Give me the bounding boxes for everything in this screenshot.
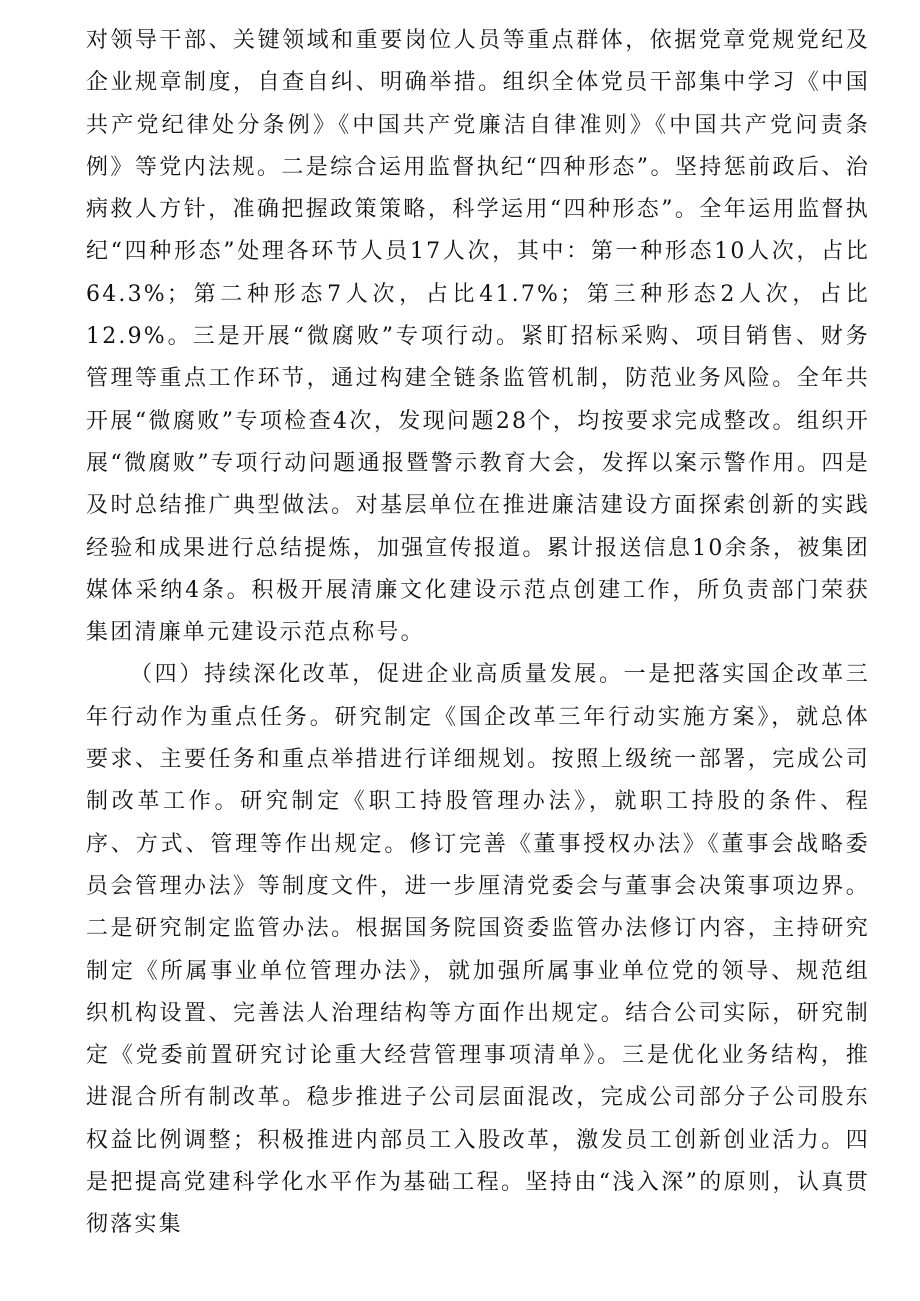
document-page xyxy=(86,20,870,1247)
body-paragraph: 对领导干部、关键领域和重要岗位人员等重点群体，依据党章党规党纪及企业规章制度，自查自纠、明确举措。组织全体党员干部集中学习《中国共产党纪律处分条例》《中国共产党廉洁自律准则》《中国共产党问责条例》等党内法规。二是综合运用监督执纪“四种形态”。坚持惩前政后、治病救人方针，准确把握政策策略，科学运用“四种形态”。全年运用监督执纪“四种形态”处理各环节人员17人次，其中：第一种形态10人次，占比64.3%；第二种形态7人次，占比41.7%；第三种形态2人次，占比12.9%。三是开展“微腐败”专项行动。紧盯招标采购、项目销售、财务管理等重点工作环节，通过构建全链条监管机制，防范业务风险。全年共开展“微腐败”专项检查4次，发现问题28个，均按要求完成整改。组织开展“微腐败”专项行动问题通报暨警示教育大会，发挥以案示警作用。四是及时总结推广典型做法。对基层单位在推进廉洁建设方面探索创新的实践经验和成果进行总结提炼，加强宣传报道。累计报送信息10余条，被集团媒体采纳4条。积极开展清廉文化建设示范点创建工作，所负责部门荣获集团清廉单元建设示范点称号。 xyxy=(86,28,870,646)
section-four-paragraph: （四）持续深化改革，促进企业高质量发展。一是把落实国企改革三年行动作为重点任务。研究制定《国企改革三年行动实施方案》，就总体要求、主要任务和重点举措进行详细规划。按照上级统一部署，完成公司制改革工作。研究制定《职工持股管理办法》，就职工持股的条件、程序、方式、管理等作出规定。修订完善《董事授权办法》《董事会战略委员会管理办法》等制度文件，进一步厘清党委会与董事会决策事项边界。二是研究制定监管办法。根据国务院国资委监管办法修订内容，主持研究制定《所属事业单位管理办法》，就加强所属事业单位党的领导、规范组织机构设置、完善法人治理结构等方面作出规定。结合公司实际，研究制定《党委前置研究讨论重大经营管理事项清单》。三是优化业务结构，推进混合所有制改革。稳步推进子公司层面混改，完成公司部分子公司股东权益比例调整；积极推进内部员工入股改革，激发员工创新创业活力。四是把提高党建科学化水平作为基础工程。坚持由“浅入深”的原则，认真贯彻落实集 xyxy=(86,662,870,1238)
